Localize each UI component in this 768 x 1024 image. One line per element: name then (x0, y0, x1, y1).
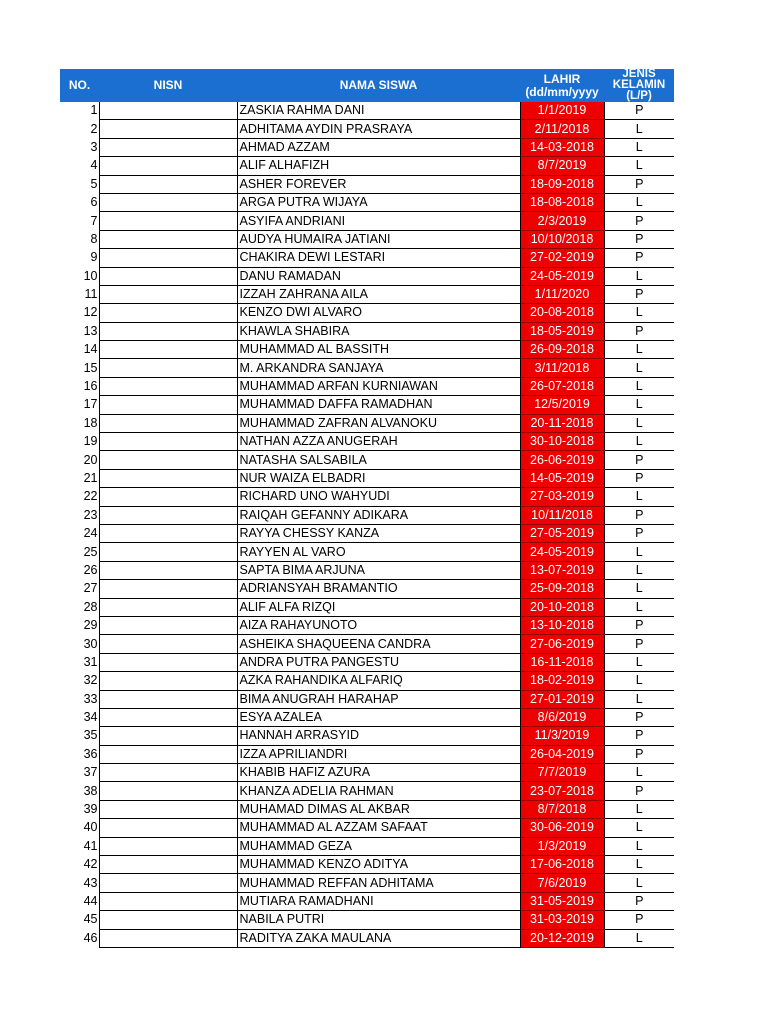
cell-jenis-kelamin: P (604, 524, 674, 542)
cell-tanggal-lahir: 23-07-2018 (520, 782, 604, 800)
cell-nisn (99, 524, 237, 542)
cell-no: 31 (60, 653, 99, 671)
cell-no: 14 (60, 341, 99, 359)
table-row (60, 929, 674, 947)
cell-jenis-kelamin: L (604, 396, 674, 414)
cell-nama-siswa: MUHAMMAD GEZA (237, 837, 520, 855)
cell-tanggal-lahir: 7/6/2019 (520, 874, 604, 892)
table-row (60, 120, 674, 138)
cell-nama-siswa: MUHAMMAD KENZO ADITYA (237, 856, 520, 874)
cell-tanggal-lahir: 8/7/2019 (520, 157, 604, 175)
table-row (60, 396, 674, 414)
cell-no: 8 (60, 230, 99, 248)
cell-nisn (99, 138, 237, 156)
cell-tanggal-lahir: 24-05-2019 (520, 267, 604, 285)
cell-jenis-kelamin: L (604, 819, 674, 837)
cell-jenis-kelamin: P (604, 212, 674, 230)
cell-nisn (99, 782, 237, 800)
cell-nisn (99, 837, 237, 855)
cell-no: 1 (60, 102, 99, 120)
cell-nisn (99, 764, 237, 782)
cell-nisn (99, 212, 237, 230)
cell-tanggal-lahir: 7/7/2019 (520, 764, 604, 782)
cell-jenis-kelamin: P (604, 892, 674, 910)
table-row (60, 800, 674, 818)
table-row (60, 212, 674, 230)
cell-tanggal-lahir: 27-03-2019 (520, 488, 604, 506)
header-no: NO. (60, 69, 99, 102)
header-nama: NAMA SISWA (237, 69, 520, 102)
cell-tanggal-lahir: 8/7/2018 (520, 800, 604, 818)
table-row (60, 341, 674, 359)
cell-nisn (99, 414, 237, 432)
cell-jenis-kelamin: P (604, 285, 674, 303)
cell-nama-siswa: NATASHA SALSABILA (237, 451, 520, 469)
cell-tanggal-lahir: 8/6/2019 (520, 708, 604, 726)
cell-tanggal-lahir: 1/1/2019 (520, 102, 604, 120)
cell-tanggal-lahir: 18-08-2018 (520, 193, 604, 211)
header-jenis-kelamin (604, 69, 674, 102)
cell-jenis-kelamin: L (604, 120, 674, 138)
cell-nama-siswa: ADRIANSYAH BRAMANTIO (237, 580, 520, 598)
cell-nisn (99, 708, 237, 726)
cell-tanggal-lahir: 30-10-2018 (520, 433, 604, 451)
table-row (60, 488, 674, 506)
table-row (60, 230, 674, 248)
cell-nisn (99, 469, 237, 487)
table-row (60, 469, 674, 487)
cell-tanggal-lahir: 17-06-2018 (520, 856, 604, 874)
table-row (60, 892, 674, 910)
cell-jenis-kelamin: L (604, 764, 674, 782)
cell-tanggal-lahir: 27-01-2019 (520, 690, 604, 708)
cell-nama-siswa: MUHAMMAD DAFFA RAMADHAN (237, 396, 520, 414)
cell-nama-siswa: MUHAMMAD AL AZZAM SAFAAT (237, 819, 520, 837)
cell-no: 12 (60, 304, 99, 322)
table-row (60, 304, 674, 322)
table-row (60, 819, 674, 837)
cell-no: 27 (60, 580, 99, 598)
student-sheet (60, 69, 674, 948)
cell-nisn (99, 911, 237, 929)
cell-nama-siswa: RADITYA ZAKA MAULANA (237, 929, 520, 947)
header-jk-line2: KELAMIN (612, 79, 666, 91)
table-row (60, 267, 674, 285)
cell-nama-siswa: ARGA PUTRA WIJAYA (237, 193, 520, 211)
table-row (60, 782, 674, 800)
cell-nisn (99, 892, 237, 910)
cell-no: 30 (60, 635, 99, 653)
cell-nama-siswa: MUHAMAD DIMAS AL AKBAR (237, 800, 520, 818)
cell-jenis-kelamin: L (604, 488, 674, 506)
cell-jenis-kelamin: P (604, 745, 674, 763)
cell-nama-siswa: AZKA RAHANDIKA ALFARIQ (237, 672, 520, 690)
table-row (60, 856, 674, 874)
table-body (60, 102, 674, 947)
cell-nama-siswa: ZASKIA RAHMA DANI (237, 102, 520, 120)
cell-tanggal-lahir: 18-02-2019 (520, 672, 604, 690)
cell-jenis-kelamin: L (604, 543, 674, 561)
cell-jenis-kelamin: P (604, 102, 674, 120)
cell-nama-siswa: RAYYEN AL VARO (237, 543, 520, 561)
cell-no: 44 (60, 892, 99, 910)
cell-nisn (99, 635, 237, 653)
cell-tanggal-lahir: 31-03-2019 (520, 911, 604, 929)
cell-nama-siswa: DANU RAMADAN (237, 267, 520, 285)
cell-jenis-kelamin: L (604, 690, 674, 708)
cell-jenis-kelamin: L (604, 929, 674, 947)
cell-jenis-kelamin: P (604, 911, 674, 929)
cell-tanggal-lahir: 1/11/2020 (520, 285, 604, 303)
cell-nama-siswa: NUR WAIZA ELBADRI (237, 469, 520, 487)
cell-tanggal-lahir: 14-03-2018 (520, 138, 604, 156)
cell-nama-siswa: ALIF ALHAFIZH (237, 157, 520, 175)
cell-nama-siswa: MUTIARA RAMADHANI (237, 892, 520, 910)
cell-no: 7 (60, 212, 99, 230)
table-row (60, 708, 674, 726)
cell-tanggal-lahir: 26-09-2018 (520, 341, 604, 359)
cell-jenis-kelamin: P (604, 708, 674, 726)
cell-no: 32 (60, 672, 99, 690)
cell-jenis-kelamin: L (604, 377, 674, 395)
cell-jenis-kelamin: P (604, 175, 674, 193)
cell-no: 18 (60, 414, 99, 432)
table-header (60, 69, 674, 102)
cell-no: 22 (60, 488, 99, 506)
cell-nisn (99, 341, 237, 359)
cell-no: 13 (60, 322, 99, 340)
header-lahir (520, 69, 604, 102)
cell-no: 34 (60, 708, 99, 726)
cell-nisn (99, 451, 237, 469)
cell-nama-siswa: KHANZA ADELIA RAHMAN (237, 782, 520, 800)
cell-nisn (99, 727, 237, 745)
cell-nisn (99, 267, 237, 285)
cell-jenis-kelamin: L (604, 580, 674, 598)
cell-jenis-kelamin: P (604, 230, 674, 248)
cell-nama-siswa: MUHAMMAD AL BASSITH (237, 341, 520, 359)
header-row (60, 69, 674, 102)
cell-jenis-kelamin: L (604, 138, 674, 156)
cell-nisn (99, 745, 237, 763)
cell-nama-siswa: ASYIFA ANDRIANI (237, 212, 520, 230)
cell-no: 19 (60, 433, 99, 451)
table-row (60, 175, 674, 193)
student-table (60, 69, 674, 948)
cell-tanggal-lahir: 13-10-2018 (520, 616, 604, 634)
cell-nisn (99, 359, 237, 377)
header-jk-line3: (L/P) (626, 90, 652, 102)
cell-tanggal-lahir: 20-11-2018 (520, 414, 604, 432)
cell-no: 29 (60, 616, 99, 634)
cell-nisn (99, 230, 237, 248)
cell-no: 46 (60, 929, 99, 947)
cell-nisn (99, 175, 237, 193)
cell-nama-siswa: ASHER FOREVER (237, 175, 520, 193)
cell-no: 28 (60, 598, 99, 616)
cell-no: 11 (60, 285, 99, 303)
cell-tanggal-lahir: 30-06-2019 (520, 819, 604, 837)
table-row (60, 727, 674, 745)
cell-no: 9 (60, 249, 99, 267)
cell-jenis-kelamin: L (604, 433, 674, 451)
cell-nisn (99, 874, 237, 892)
table-row (60, 911, 674, 929)
cell-nama-siswa: ESYA AZALEA (237, 708, 520, 726)
table-row (60, 433, 674, 451)
table-row (60, 837, 674, 855)
cell-nisn (99, 304, 237, 322)
cell-no: 20 (60, 451, 99, 469)
cell-no: 42 (60, 856, 99, 874)
cell-tanggal-lahir: 16-11-2018 (520, 653, 604, 671)
cell-nisn (99, 929, 237, 947)
cell-nisn (99, 690, 237, 708)
cell-jenis-kelamin: L (604, 800, 674, 818)
cell-nisn (99, 543, 237, 561)
header-jk-line1: JENIS (622, 69, 656, 80)
cell-tanggal-lahir: 3/11/2018 (520, 359, 604, 377)
cell-no: 40 (60, 819, 99, 837)
cell-jenis-kelamin: L (604, 157, 674, 175)
cell-nisn (99, 157, 237, 175)
cell-tanggal-lahir: 25-09-2018 (520, 580, 604, 598)
cell-no: 17 (60, 396, 99, 414)
table-row (60, 414, 674, 432)
cell-jenis-kelamin: L (604, 837, 674, 855)
cell-no: 41 (60, 837, 99, 855)
table-row (60, 745, 674, 763)
cell-nisn (99, 433, 237, 451)
cell-nama-siswa: KENZO DWI ALVARO (237, 304, 520, 322)
cell-nama-siswa: ANDRA PUTRA PANGESTU (237, 653, 520, 671)
cell-jenis-kelamin: P (604, 322, 674, 340)
cell-tanggal-lahir: 26-04-2019 (520, 745, 604, 763)
table-row (60, 690, 674, 708)
cell-no: 15 (60, 359, 99, 377)
cell-tanggal-lahir: 18-05-2019 (520, 322, 604, 340)
cell-jenis-kelamin: P (604, 782, 674, 800)
table-row (60, 653, 674, 671)
cell-nama-siswa: HANNAH ARRASYID (237, 727, 520, 745)
cell-nama-siswa: AIZA RAHAYUNOTO (237, 616, 520, 634)
cell-nama-siswa: NATHAN AZZA ANUGERAH (237, 433, 520, 451)
cell-tanggal-lahir: 14-05-2019 (520, 469, 604, 487)
cell-nama-siswa: RICHARD UNO WAHYUDI (237, 488, 520, 506)
cell-no: 16 (60, 377, 99, 395)
cell-tanggal-lahir: 10/11/2018 (520, 506, 604, 524)
cell-tanggal-lahir: 20-08-2018 (520, 304, 604, 322)
cell-jenis-kelamin: L (604, 341, 674, 359)
table-row (60, 874, 674, 892)
cell-jenis-kelamin: L (604, 856, 674, 874)
cell-nama-siswa: BIMA ANUGRAH HARAHAP (237, 690, 520, 708)
cell-nisn (99, 322, 237, 340)
cell-nama-siswa: MUHAMMAD REFFAN ADHITAMA (237, 874, 520, 892)
cell-tanggal-lahir: 12/5/2019 (520, 396, 604, 414)
cell-no: 2 (60, 120, 99, 138)
cell-tanggal-lahir: 27-02-2019 (520, 249, 604, 267)
cell-nama-siswa: M. ARKANDRA SANJAYA (237, 359, 520, 377)
cell-no: 3 (60, 138, 99, 156)
cell-nama-siswa: SAPTA BIMA ARJUNA (237, 561, 520, 579)
cell-nama-siswa: IZZA APRILIANDRI (237, 745, 520, 763)
cell-jenis-kelamin: P (604, 616, 674, 634)
cell-jenis-kelamin: P (604, 451, 674, 469)
cell-jenis-kelamin: P (604, 727, 674, 745)
cell-nama-siswa: KHAWLA SHABIRA (237, 322, 520, 340)
cell-jenis-kelamin: L (604, 653, 674, 671)
cell-jenis-kelamin: P (604, 249, 674, 267)
cell-no: 10 (60, 267, 99, 285)
cell-tanggal-lahir: 31-05-2019 (520, 892, 604, 910)
cell-nama-siswa: IZZAH ZAHRANA AILA (237, 285, 520, 303)
cell-no: 4 (60, 157, 99, 175)
table-row (60, 451, 674, 469)
cell-nama-siswa: RAIQAH GEFANNY ADIKARA (237, 506, 520, 524)
table-row (60, 157, 674, 175)
cell-jenis-kelamin: L (604, 561, 674, 579)
cell-nama-siswa: ALIF ALFA RIZQI (237, 598, 520, 616)
header-nisn: NISN (99, 69, 237, 102)
cell-no: 21 (60, 469, 99, 487)
cell-no: 38 (60, 782, 99, 800)
cell-tanggal-lahir: 20-10-2018 (520, 598, 604, 616)
cell-nama-siswa: NABILA PUTRI (237, 911, 520, 929)
cell-tanggal-lahir: 27-06-2019 (520, 635, 604, 653)
header-lahir-line1: LAHIR (543, 71, 581, 86)
cell-tanggal-lahir: 1/3/2019 (520, 837, 604, 855)
cell-no: 36 (60, 745, 99, 763)
cell-nisn (99, 561, 237, 579)
cell-nama-siswa: RAYYA CHESSY KANZA (237, 524, 520, 542)
cell-nisn (99, 616, 237, 634)
cell-jenis-kelamin: L (604, 598, 674, 616)
cell-tanggal-lahir: 20-12-2019 (520, 929, 604, 947)
cell-no: 25 (60, 543, 99, 561)
cell-nisn (99, 819, 237, 837)
cell-nama-siswa: ASHEIKA SHAQUEENA CANDRA (237, 635, 520, 653)
cell-nama-siswa: ADHITAMA AYDIN PRASRAYA (237, 120, 520, 138)
cell-tanggal-lahir: 2/11/2018 (520, 120, 604, 138)
cell-no: 26 (60, 561, 99, 579)
cell-nama-siswa: MUHAMMAD ZAFRAN ALVANOKU (237, 414, 520, 432)
cell-no: 35 (60, 727, 99, 745)
cell-tanggal-lahir: 11/3/2019 (520, 727, 604, 745)
cell-nisn (99, 377, 237, 395)
cell-jenis-kelamin: L (604, 193, 674, 211)
cell-no: 45 (60, 911, 99, 929)
cell-tanggal-lahir: 26-06-2019 (520, 451, 604, 469)
cell-nisn (99, 580, 237, 598)
cell-nama-siswa: AHMAD AZZAM (237, 138, 520, 156)
table-row (60, 102, 674, 120)
cell-no: 37 (60, 764, 99, 782)
cell-nisn (99, 856, 237, 874)
cell-nisn (99, 249, 237, 267)
cell-no: 6 (60, 193, 99, 211)
cell-no: 39 (60, 800, 99, 818)
table-row (60, 580, 674, 598)
cell-nama-siswa: AUDYA HUMAIRA JATIANI (237, 230, 520, 248)
cell-tanggal-lahir: 27-05-2019 (520, 524, 604, 542)
table-row (60, 616, 674, 634)
header-lahir-line2: (dd/mm/yyyy (525, 84, 599, 99)
cell-no: 23 (60, 506, 99, 524)
cell-nisn (99, 488, 237, 506)
cell-jenis-kelamin: L (604, 304, 674, 322)
cell-tanggal-lahir: 18-09-2018 (520, 175, 604, 193)
table-row (60, 322, 674, 340)
cell-tanggal-lahir: 13-07-2019 (520, 561, 604, 579)
cell-nisn (99, 672, 237, 690)
cell-tanggal-lahir: 10/10/2018 (520, 230, 604, 248)
cell-nama-siswa: CHAKIRA DEWI LESTARI (237, 249, 520, 267)
table-row (60, 524, 674, 542)
cell-no: 43 (60, 874, 99, 892)
cell-jenis-kelamin: P (604, 469, 674, 487)
cell-jenis-kelamin: P (604, 635, 674, 653)
cell-jenis-kelamin: P (604, 506, 674, 524)
table-row (60, 506, 674, 524)
cell-nama-siswa: MUHAMMAD ARFAN KURNIAWAN (237, 377, 520, 395)
cell-nisn (99, 598, 237, 616)
table-row (60, 138, 674, 156)
table-row (60, 764, 674, 782)
cell-jenis-kelamin: L (604, 874, 674, 892)
cell-nisn (99, 102, 237, 120)
table-row (60, 249, 674, 267)
cell-nisn (99, 285, 237, 303)
cell-jenis-kelamin: L (604, 267, 674, 285)
cell-no: 5 (60, 175, 99, 193)
cell-jenis-kelamin: L (604, 359, 674, 377)
table-row (60, 598, 674, 616)
table-row (60, 543, 674, 561)
table-row (60, 672, 674, 690)
cell-nisn (99, 396, 237, 414)
cell-nisn (99, 506, 237, 524)
cell-jenis-kelamin: L (604, 672, 674, 690)
table-row (60, 635, 674, 653)
cell-tanggal-lahir: 26-07-2018 (520, 377, 604, 395)
cell-tanggal-lahir: 24-05-2019 (520, 543, 604, 561)
table-row (60, 377, 674, 395)
cell-nisn (99, 193, 237, 211)
table-row (60, 561, 674, 579)
cell-nisn (99, 120, 237, 138)
table-row (60, 359, 674, 377)
table-row (60, 193, 674, 211)
cell-nama-siswa: KHABIB HAFIZ AZURA (237, 764, 520, 782)
cell-nisn (99, 800, 237, 818)
cell-no: 24 (60, 524, 99, 542)
table-row (60, 285, 674, 303)
cell-no: 33 (60, 690, 99, 708)
cell-nisn (99, 653, 237, 671)
cell-tanggal-lahir: 2/3/2019 (520, 212, 604, 230)
cell-jenis-kelamin: L (604, 414, 674, 432)
